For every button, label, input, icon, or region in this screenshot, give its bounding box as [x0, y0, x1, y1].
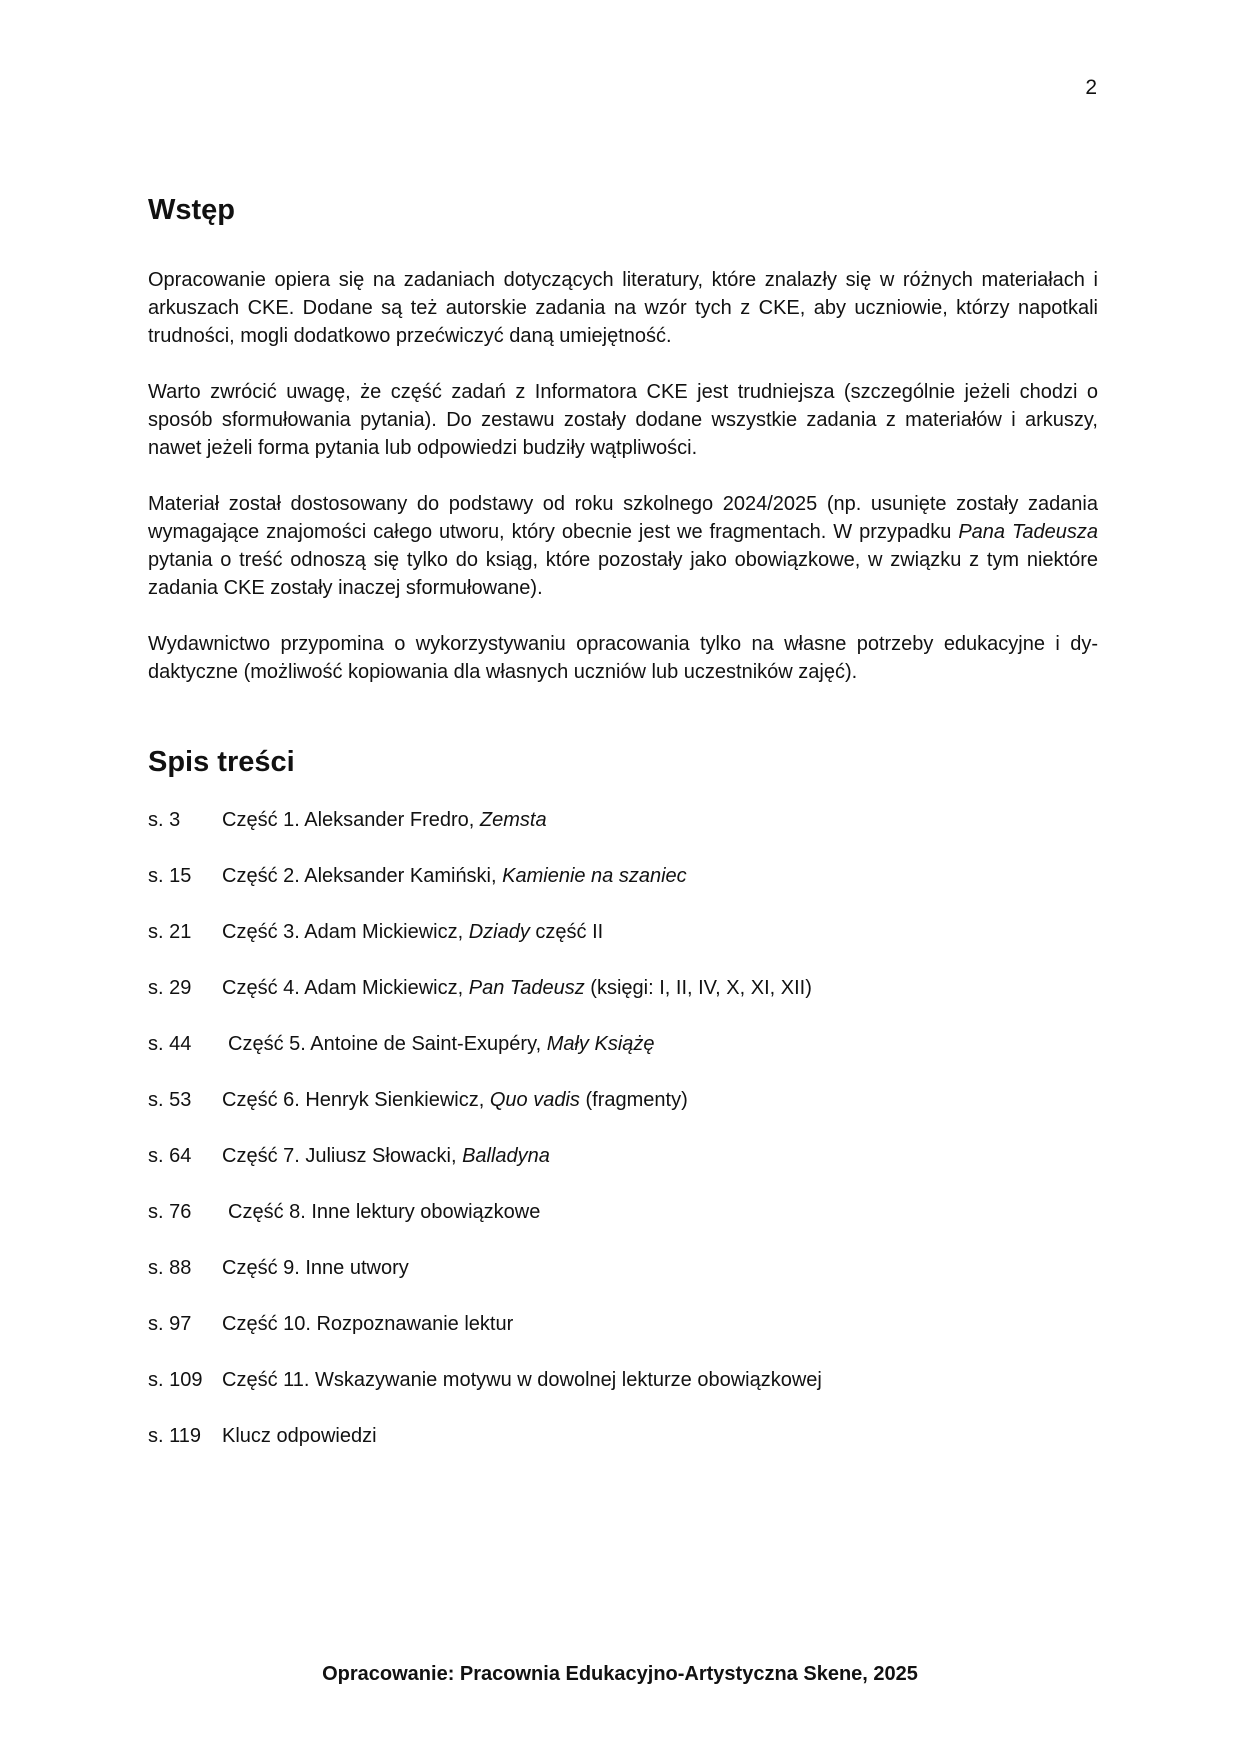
toc-entry-title	[222, 1254, 409, 1282]
table-of-contents	[148, 806, 1098, 1478]
toc-page-number: s. 3	[148, 809, 181, 831]
toc-item	[148, 806, 1098, 862]
toc-page-number: s. 44	[148, 1033, 192, 1055]
intro-paragraph	[148, 266, 1098, 350]
toc-item	[148, 1310, 1098, 1366]
text-run: Wydawnictwo przypomina o wykorzystywaniu opracowania tylko na własne potrzeby edukacyjne i dydaktyczne (możliwość kopiowania dla własnych uczniów lub uczestników zajęć).	[148, 633, 1098, 683]
intro-paragraph	[148, 630, 1098, 686]
intro-section	[148, 266, 1098, 686]
toc-item	[148, 1254, 1098, 1310]
toc-entry-title	[222, 1198, 540, 1226]
toc-page-number: s. 53	[148, 1089, 192, 1111]
toc-entry-title	[222, 862, 687, 890]
italic-title-text: Pan Tadeusz	[468, 977, 585, 999]
text-run: Część 7. Juliusz Słowacki,	[222, 1145, 463, 1167]
toc-entry-title	[222, 1422, 377, 1450]
toc-page-number: s. 21	[148, 921, 192, 943]
italic-title-text: Dziady	[468, 921, 530, 943]
text-run: Materiał został dostosowany do podstawy od roku szkolnego 2024/2025 (np. usunięte zostały zadania wymagające znajomości całego utworu, który obecnie jest we fragmentach. W przypadku	[148, 493, 1098, 543]
text-run: Część 9. Inne utwory	[222, 1257, 409, 1279]
toc-page-number: s. 119	[148, 1425, 201, 1447]
text-run: Część 4. Adam Mickiewicz,	[222, 977, 469, 999]
text-run: Opracowanie opiera się na zadaniach dotyczących literatury, które znalazły się w różnych materiałach i arkuszach CKE. Dodane są też autorskie zadania na wzór tych z CKE, aby uczniowie, którzy napotkali trudności, mogli dodatkowo przećwiczyć daną umiejętność.	[148, 269, 1098, 347]
toc-page-number: s. 64	[148, 1145, 192, 1167]
toc-item	[148, 1142, 1098, 1198]
toc-entry-title	[222, 1142, 550, 1170]
italic-title-text: Kamienie na szaniec	[502, 865, 687, 887]
intro-paragraph	[148, 378, 1098, 462]
toc-item	[148, 918, 1098, 974]
toc-entry-title	[222, 1030, 655, 1058]
document-body	[148, 190, 1098, 1478]
toc-page-number: s. 29	[148, 977, 192, 999]
toc-item	[148, 1366, 1098, 1422]
text-run: Część 8. Inne lektury obowiązkowe	[228, 1201, 541, 1223]
toc-page-number: s. 88	[148, 1257, 192, 1279]
toc-heading: Spis treści	[148, 746, 295, 778]
toc-item	[148, 974, 1098, 1030]
text-run: (fragmenty)	[579, 1089, 688, 1111]
toc-entry-title	[222, 1310, 513, 1338]
text-run: Część 5. Antoine de Saint-Exupéry,	[228, 1033, 547, 1055]
toc-entry-title	[222, 974, 812, 1002]
text-run: Część 2. Aleksander Kamiński,	[222, 865, 503, 887]
toc-entry-title	[222, 1086, 688, 1114]
toc-item	[148, 1030, 1098, 1086]
italic-title-text: Zemsta	[479, 809, 547, 831]
text-run: Część 3. Adam Mickiewicz,	[222, 921, 469, 943]
toc-page-number: s. 97	[148, 1313, 192, 1335]
footer-credit: Opracowanie: Pracownia Edukacyjno-Artystyczna Skene, 2025	[322, 1663, 918, 1685]
text-run: Część 10. Rozpoznawanie lektur	[222, 1313, 514, 1335]
italic-title-text: Balladyna	[462, 1145, 550, 1167]
text-run: pytania o treść odnoszą się tylko do ksiąg, które pozostały jako obowiązkowe, w związku z tym niektóre zadania CKE zostały inaczej sformułowane).	[148, 549, 1098, 599]
text-run: Klucz odpowiedzi	[222, 1425, 377, 1447]
intro-paragraph	[148, 490, 1098, 602]
text-run: (księgi: I, II, IV, X, XI, XII)	[584, 977, 812, 999]
text-run: część II	[529, 921, 604, 943]
text-run: Warto zwrócić uwagę, że część zadań z Informatora CKE jest trudniejsza (szczególnie jeżeli chodzi o sposób sformułowania pytania). Do zestawu zostały dodane wszystkie zadania z materiałów i arkuszy, nawet jeżeli forma pytania lub odpowiedzi budziły wątpliwości.	[148, 381, 1098, 459]
toc-entry-title	[222, 1366, 822, 1394]
italic-title-text: Pana Tadeusza	[958, 521, 1098, 543]
toc-item	[148, 1198, 1098, 1254]
toc-item	[148, 1422, 1098, 1478]
text-run: Część 6. Henryk Sienkiewicz,	[222, 1089, 490, 1111]
italic-title-text: Mały Książę	[546, 1033, 655, 1055]
text-run: Część 1. Aleksander Fredro,	[222, 809, 480, 831]
toc-item	[148, 1086, 1098, 1142]
italic-title-text: Quo vadis	[489, 1089, 580, 1111]
toc-item	[148, 862, 1098, 918]
page-number: 2	[1085, 76, 1097, 99]
toc-entry-title	[222, 918, 603, 946]
toc-page-number: s. 109	[148, 1369, 203, 1391]
toc-page-number: s. 76	[148, 1201, 192, 1223]
toc-page-number: s. 15	[148, 865, 192, 887]
text-run: Część 11. Wskazywanie motywu w dowolnej lekturze obowiązkowej	[222, 1369, 822, 1391]
intro-heading: Wstęp	[148, 194, 235, 226]
toc-entry-title	[222, 806, 547, 834]
